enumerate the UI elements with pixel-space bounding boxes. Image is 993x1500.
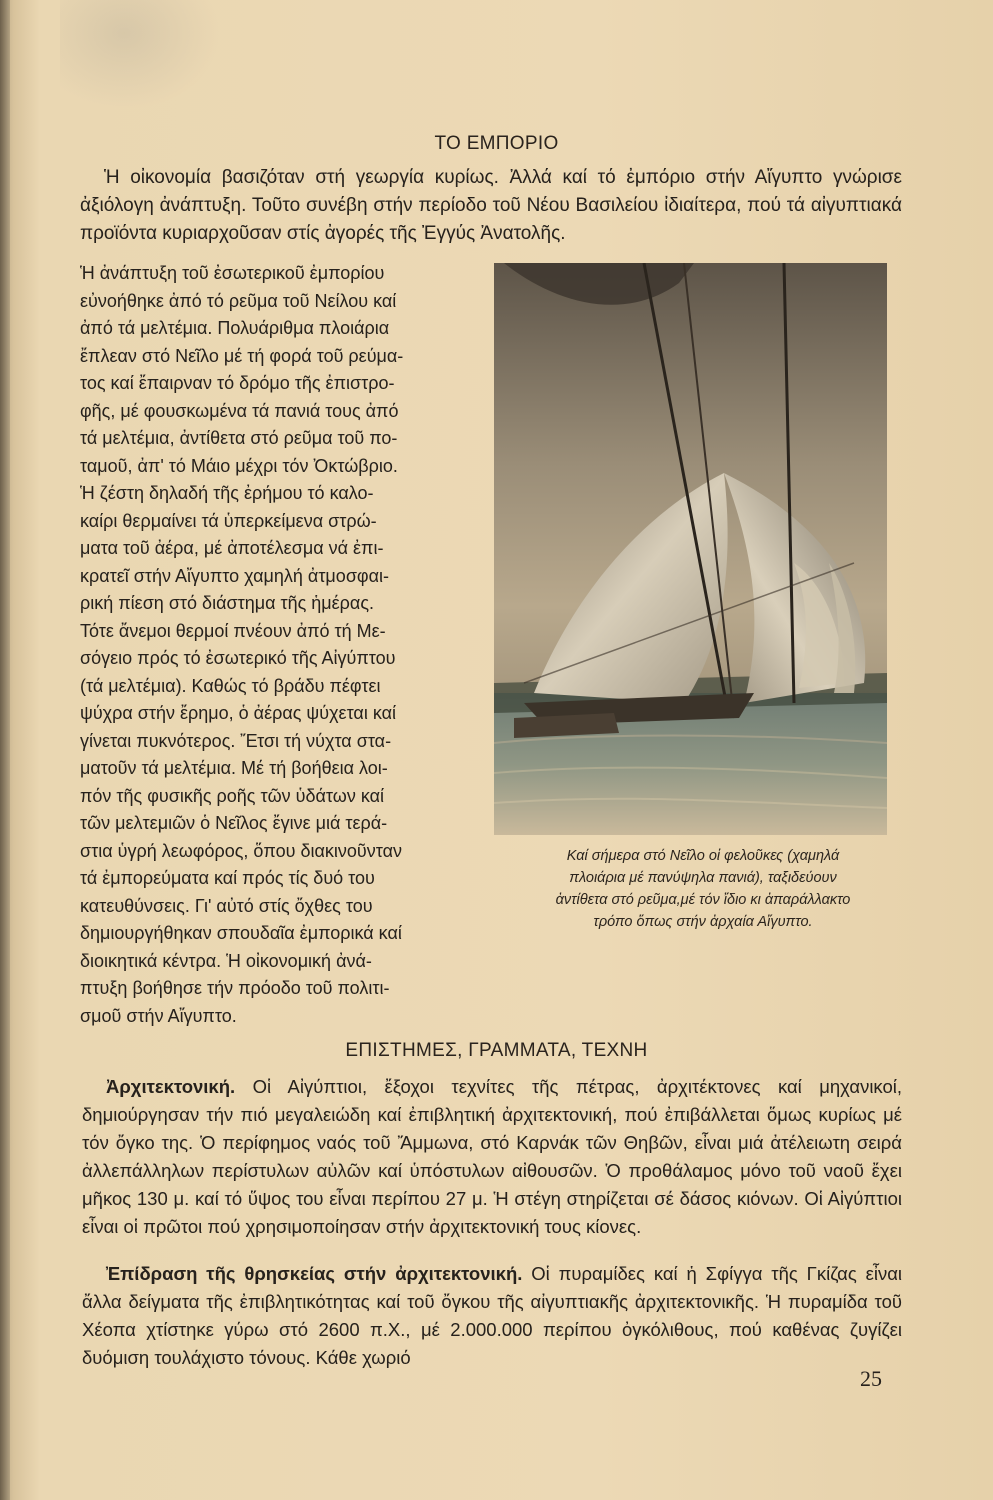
column-line: κατευθύνσεις. Γι' αὐτό στίς ὄχθες του	[80, 895, 373, 916]
section-title-sciences: ΕΠΙΣΤΗΜΕΣ, ΓΡΑΜΜΑΤΑ, ΤΕΧΝΗ	[345, 1040, 648, 1061]
column-line: πόν τῆς φυσικῆς ροῆς τῶν ὑδάτων καί	[80, 785, 385, 806]
intro-paragraph: Ἡ οἰκονομία βασιζόταν στή γεωργία κυρίως. Ἀλλά καί τό ἐμπόριο στήν Αἴγυπτο γνώρισε ἀξιόλογη ἀνάπτυξη. Τοῦτο συνέβη στήν περίοδο τοῦ Νέου Βασιλείου ἰδιαίτερα, πού τά αἰγυπτιακά προϊόντα κυριαρχοῦσαν στίς ἀγορές τῆς Ἐγγύς Ἀνατολῆς.	[80, 167, 902, 244]
architecture-lead: Ἀρχιτεκτονική.	[106, 1076, 236, 1097]
column-line: γίνεται πυκνότερος. Ἔτσι τή νύχτα στα-	[80, 730, 392, 751]
paper-stain	[60, 0, 220, 110]
caption-line: τρόπο ὅπως στήν ἀρχαία Αἴγυπτο.	[593, 914, 813, 930]
caption-line: ἀντίθετα στό ρεῦμα,μέ τόν ἴδιο κι ἀπαράλλακτο	[555, 892, 851, 908]
feluccas-illustration	[494, 263, 887, 835]
section-title-commerce: ΤΟ ΕΜΠΟΡΙΟ	[434, 133, 559, 154]
binding-shadow	[0, 0, 10, 1500]
page-number: 25	[860, 1366, 882, 1391]
column-line: πτυξη βοήθησε τήν πρόοδο τοῦ πολιτι-	[80, 978, 390, 998]
photo-caption	[498, 845, 908, 933]
column-line: διοικητικά κέντρα. Ἡ οἰκονομική ἀνά-	[80, 950, 372, 971]
column-line: ταμοῦ, ἀπ' τό Μάιο μέχρι τόν Ὀκτώβριο.	[80, 455, 398, 476]
column-line: τος καί ἔπαιρναν τό δρόμο τῆς ἐπιστρο-	[80, 373, 395, 393]
column-line: στια ὑγρή λεωφόρος, ὅπου διακινοῦνταν	[80, 840, 402, 861]
column-line: ἀπό τά μελτέμια. Πολυάριθμα πλοιάρια	[80, 318, 390, 338]
column-line: δημιουργήθηκαν σπουδαῖα ἐμπορικά καί	[80, 923, 402, 943]
architecture-body: Οἱ Αἰγύπτιοι, ἔξοχοι τεχνίτες τῆς πέτρας, ἀρχιτέκτονες καί μηχανικοί, δημιούργησαν τήν πιό μεγαλειώδη καί ἐπιβλητική ἀρχιτεκτονική, πού ἐπιβάλλεται ὅμως κυρίως μέ τόν ὄγκο της. Ὁ περίφημος ναός τοῦ Ἄμμωνα, στό Καρνάκ τῶν Θηβῶν, εἶναι μιά ἀτέλειωτη σειρά ἀλλεπάλληλων περίστυλων αὐλῶν καί ὑπόστυλων αἰθουσῶν. Ὁ προθάλαμος μόνο τοῦ ναοῦ ἔχει μῆκος 130 μ. καί τό ὕψος του εἶναι περίπου 27 μ. Ἡ στέγη στηρίζεται σέ δάσος κιόνων. Οἱ Αἰγύπτιοι εἶναι οἱ πρῶτοι πού χρησιμοποίησαν στήν ἀρχιτεκτονική τους κίονες.	[82, 1076, 902, 1237]
caption-line: πλοιάρια μέ πανύψηλα πανιά), ταξιδεύουν	[569, 870, 837, 886]
caption-line: Καί σήμερα στό Νεῖλο οἱ φελοῦκες (χαμηλά	[566, 848, 840, 864]
column-line: Τότε ἄνεμοι θερμοί πνέουν ἀπό τή Με-	[80, 620, 386, 641]
column-line: (τά μελτέμια). Καθώς τό βράδυ πέφτει	[80, 675, 381, 696]
column-line: εὐνοήθηκε ἀπό τό ρεῦμα τοῦ Νείλου καί	[80, 290, 397, 311]
column-line: Ἡ ἀνάπτυξη τοῦ ἐσωτερικοῦ ἐμπορίου	[80, 263, 385, 283]
column-line: ματοῦν τά μελτέμια. Μέ τή βοήθεια λοι-	[80, 758, 388, 778]
column-line: τά μελτέμια, ἀντίθετα στό ρεῦμα τοῦ πο-	[80, 428, 398, 448]
commerce-column-text	[80, 260, 470, 1030]
column-line: φῆς, μέ φουσκωμένα τά πανιά τους ἀπό	[80, 400, 399, 421]
column-line: ἔπλεαν στό Νεῖλο μέ τή φορά τοῦ ρεύμα-	[80, 345, 404, 366]
column-line: κρατεῖ στήν Αἴγυπτο χαμηλή ἀτμοσφαι-	[80, 565, 389, 586]
religion-architecture-lead: Ἐπίδραση τῆς θρησκείας στήν ἀρχιτεκτονική.	[106, 1263, 523, 1284]
column-line: ματα τοῦ ἀέρα, μέ ἀποτέλεσμα νά ἐπι-	[80, 538, 384, 558]
column-line: σόγειο πρός τό ἐσωτερικό τῆς Αἰγύπτου	[80, 648, 396, 668]
column-line: σμοῦ στήν Αἴγυπτο.	[80, 1005, 237, 1026]
column-line: τά ἐμπορεύματα καί πρός τίς δυό του	[80, 868, 375, 888]
column-line: καίρι θερμαίνει τά ὑπερκείμενα στρώ-	[80, 510, 377, 531]
column-line: ρική πίεση στό διάστημα τῆς ἡμέρας.	[80, 593, 375, 613]
column-line: ψύχρα στήν ἔρημο, ὁ ἀέρας ψύχεται καί	[80, 703, 397, 723]
religion-architecture-paragraph	[82, 1260, 902, 1372]
column-line: τῶν μελτεμιῶν ὁ Νεῖλος ἔγινε μιά τερά-	[80, 813, 388, 833]
column-line: Ἡ ζέστη δηλαδή τῆς ἐρήμου τό καλο-	[80, 483, 374, 503]
feluccas-photo	[494, 263, 887, 835]
architecture-paragraph	[82, 1073, 902, 1241]
religion-architecture-body: Οἱ πυραμίδες καί ἡ Σφίγγα τῆς Γκίζας εἶναι ἄλλα δείγματα τῆς ἐπιβλητικότητας καί τοῦ ὄγκου τῆς αἰγυπτιακῆς ἀρχιτεκτονικῆς. Ἡ πυραμίδα τοῦ Χέοπα χτίστηκε γύρω στό 2600 π.Χ., μέ 2.000.000 περίπου ὀγκόλιθους, πού καθένας ζυγίζει δυόμιση τουλάχιστο τόνους. Κάθε χωριό	[82, 1263, 903, 1368]
